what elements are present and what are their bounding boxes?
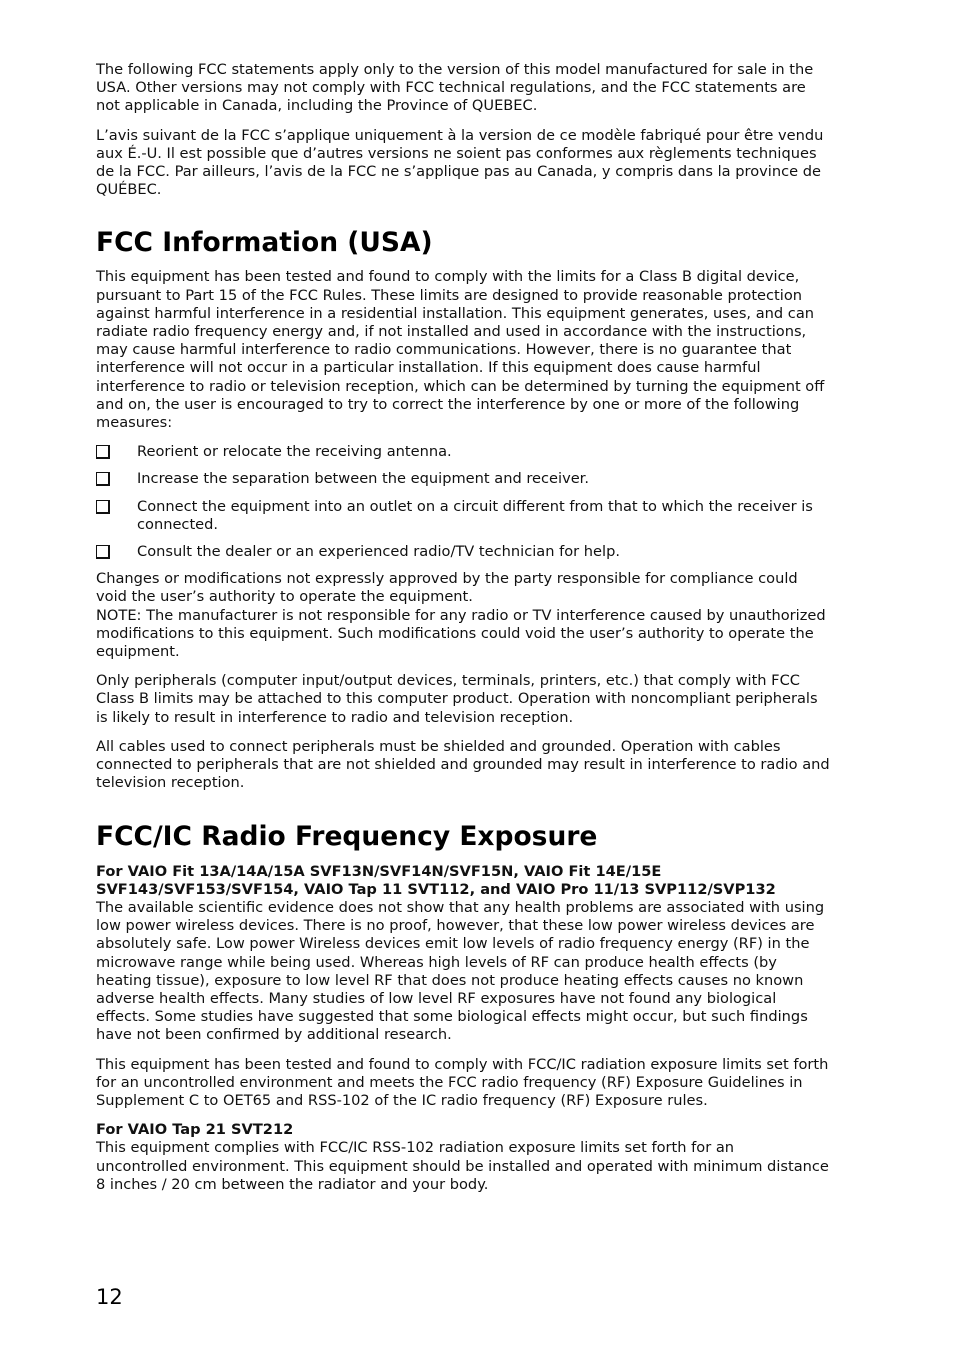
evidence-paragraph: The available scientific evidence does not show that any health problems are associated with using low power wireless devices. There is no proof, however, that these low power wireless devices are absolutely safe. Low power Wireless devices emit low levels of radio frequency energy (RF) in the microwave range while being used. Whereas high levels of RF can produce health effects (by heating tissue), exposure to low level RF that does not produce heating effects causes no known adverse health effects. Many studies of low level RF exposures have not found any biological effects. Some studies have suggested that some biological effects might occur, but such findings have not been confirmed by additional research. xyxy=(96,898,825,1044)
page-content xyxy=(96,61,830,1205)
page-number: 12 xyxy=(96,1285,123,1309)
fcc-information-heading: FCC Information (USA) xyxy=(96,227,433,259)
checkbox-bullet-icon xyxy=(96,472,110,486)
changes-paragraph: Changes or modifications not expressly approved by the party responsible for compliance could void the user’s authority to operate the equipment. xyxy=(96,570,798,606)
complies-paragraph: This equipment complies with FCC/IC RSS-102 radiation exposure limits set forth for an uncontrolled environment. This equipment should be installed and operated with minimum distance 8 inches / 20 cm between the radiator and your body. xyxy=(96,1139,829,1193)
checkbox-bullet-icon xyxy=(96,445,110,459)
rf-exposure-heading: FCC/IC Radio Frequency Exposure xyxy=(96,820,598,852)
tested-paragraph: This equipment has been tested and found to comply with FCC/IC radiation exposure limits set forth for an uncontrolled environment and meets the FCC radio frequency (RF) Exposure Guidelines in Supplement C to OET65 and RSS-102 of the IC radio frequency (RF) Exposure rules. xyxy=(96,1055,829,1109)
list-item: Consult the dealer or an experienced radio/TV technician for help. xyxy=(96,543,830,561)
note-paragraph: NOTE: The manufacturer is not responsible for any radio or TV interference caused by unauthorized modifications to this equipment. Such modifications could void the user’s authority to operate the equipment. xyxy=(96,606,826,661)
checkbox-bullet-icon xyxy=(96,545,110,559)
cables-paragraph: All cables used to connect peripherals must be shielded and grounded. Operation with cables connected to peripherals that are not shielded and grounded may result in interference to radio and television reception. xyxy=(96,737,830,792)
list-item: Increase the separation between the equipment and receiver. xyxy=(96,470,830,488)
list-item: Reorient or relocate the receiving antenna. xyxy=(96,443,830,461)
measures-list xyxy=(96,443,830,561)
list-item: Connect the equipment into an outlet on a circuit different from that to which the receiver is connected. xyxy=(96,498,830,534)
models-subheading-1: For VAIO Fit 13A/14A/15A SVF13N/SVF14N/SVF15N, VAIO Fit 14E/15E SVF143/SVF153/SVF154, VAIO Tap 11 SVT112, and VAIO Pro 11/13 SVP112/SVP132 xyxy=(96,862,776,898)
intro-french: L’avis suivant de la FCC s’applique uniquement à la version de ce modèle fabriqué pour être vendu aux É.-U. Il est possible que d’autres versions ne soient pas conformes aux règlements techniques de la FCC. Par ailleurs, l’avis de la FCC ne s’applique pas au Canada, y compris dans la province de QUÉBEC. xyxy=(96,126,824,199)
intro-english: The following FCC statements apply only to the version of this model manufactured for sale in the USA. Other versions may not comply with FCC technical regulations, and the FCC statements are not applicable in Canada, including the Province of QUEBEC. xyxy=(96,61,814,115)
checkbox-bullet-icon xyxy=(96,500,110,514)
peripherals-paragraph: Only peripherals (computer input/output devices, terminals, printers, etc.) that comply with FCC Class B limits may be attached to this computer product. Operation with noncompliant peripherals is likely to result in interference to radio and television reception. xyxy=(96,672,818,726)
models-subheading-2: For VAIO Tap 21 SVT212 xyxy=(96,1121,294,1139)
fcc-information-body: This equipment has been tested and found to comply with the limits for a Class B digital device, pursuant to Part 15 of the FCC Rules. These limits are designed to provide reasonable protection against harmful interference in a residential installation. This equipment generates, uses, and can radiate radio frequency energy and, if not installed and used in accordance with the instructions, may cause harmful interference to radio communications. However, there is no guarantee that interference will not occur in a particular installation. If this equipment does cause harmful interference to radio or television reception, which can be determined by turning the equipment off and on, the user is encouraged to try to correct the interference by one or more of the following measures: xyxy=(96,268,825,432)
